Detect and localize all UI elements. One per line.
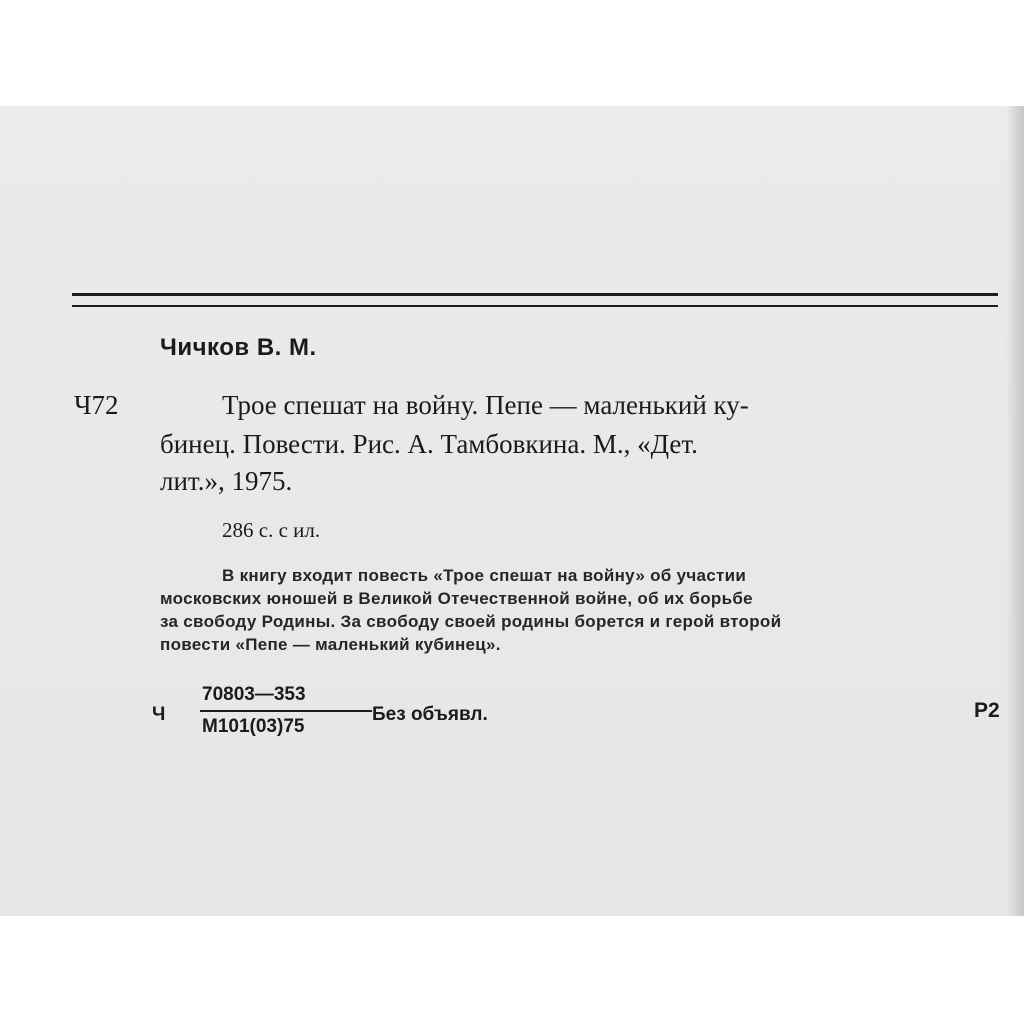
catalog-card-page [0, 106, 1024, 916]
price-group: Р2 [974, 699, 1000, 722]
shelf-mark: Ч72 [74, 390, 119, 420]
title-line-1: Трое спешат на войну. Пепе — маленький ку- [222, 390, 749, 420]
annotation-line-3: за свободу Родины. За свободу своей родины борется и герой второй [160, 612, 782, 631]
title-line-2: бинец. Повести. Рис. А. Тамбовкина. М., «Дет. [160, 429, 698, 459]
page-count: 286 с. с ил. [222, 518, 321, 542]
annotation-line-4: повести «Пепе — маленький кубинец». [160, 635, 501, 654]
author-name: Чичков В. М. [160, 334, 317, 361]
title-line-3: лит.», 1975. [160, 466, 293, 496]
code-numerator: 70803—353 [202, 684, 306, 705]
annotation-line-2: московских юношей в Великой Отечественной войне, об их борьбе [160, 589, 753, 608]
no-announcement-note: Без объявл. [372, 704, 488, 725]
annotation-line-1: В книгу входит повесть «Трое спешат на войну» об участии [222, 566, 747, 585]
code-denominator: М101(03)75 [202, 716, 305, 737]
top-rule [72, 293, 998, 296]
fraction-bar [200, 710, 372, 712]
page-edge-shadow [1006, 106, 1024, 916]
second-rule [72, 305, 998, 307]
classification-letter: Ч [152, 704, 166, 725]
